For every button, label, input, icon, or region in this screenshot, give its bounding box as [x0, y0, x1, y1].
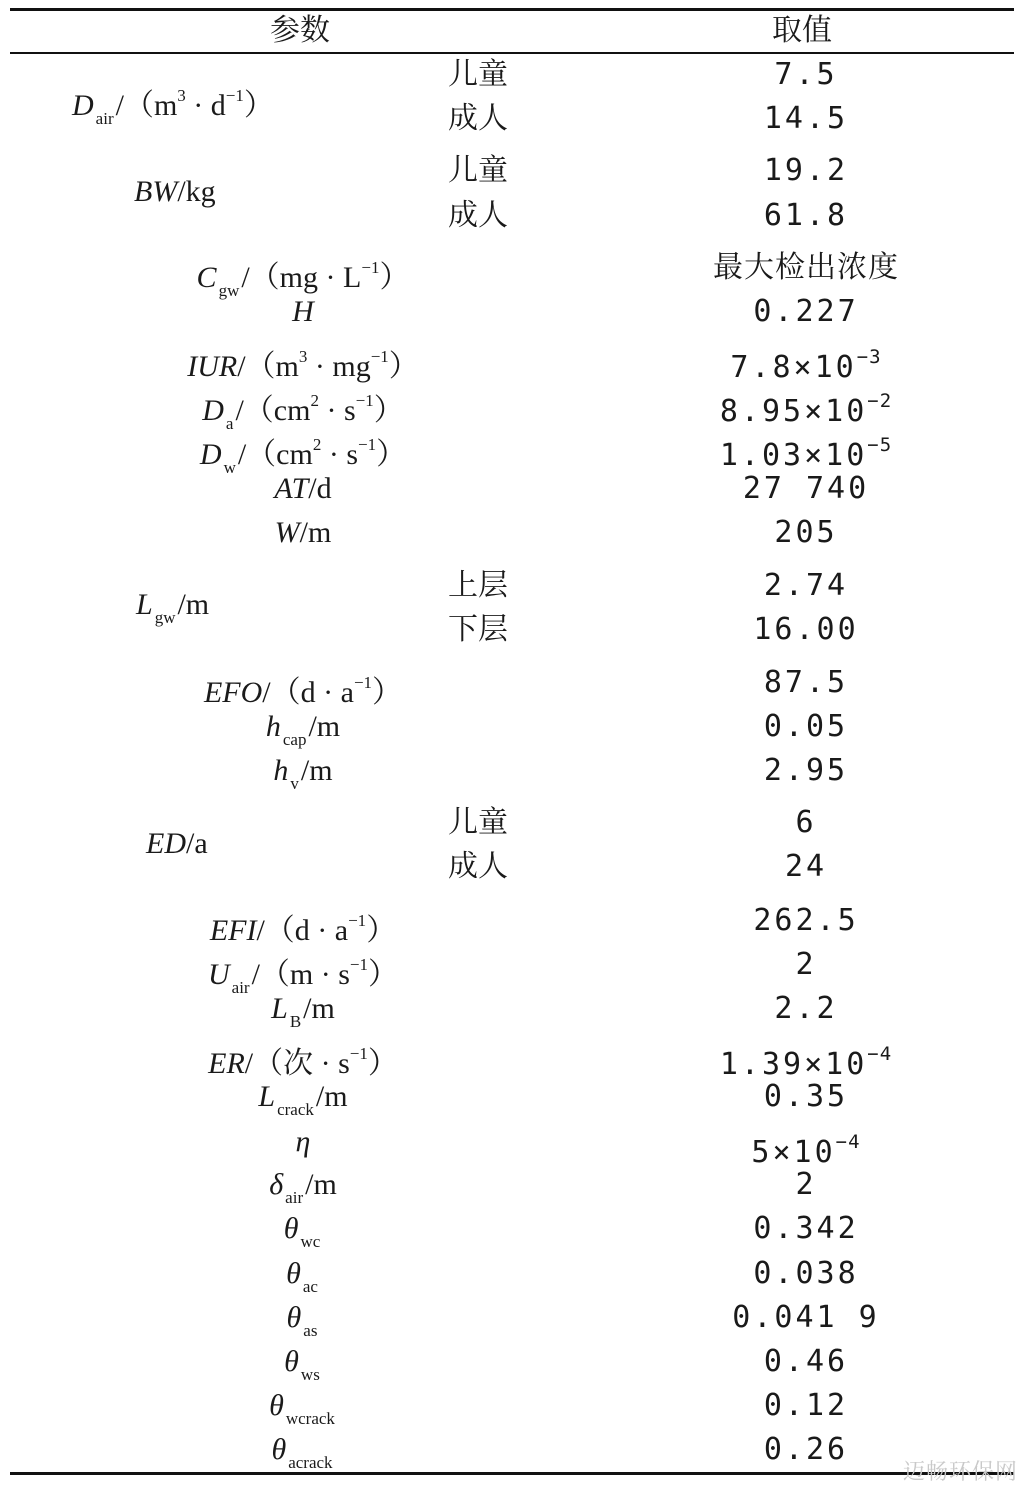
table-row: C $_{gw}/(mg \cdot L^{-1})$ 最大检出浓度: [0, 246, 1024, 290]
param-dw: D $_w/(cm^2 \cdot s^{-1})$: [199, 435, 407, 477]
table-row: θ $_{ac}$ 0.038: [0, 1252, 1024, 1296]
param-theta-ac: θ $_{ac}$: [286, 1257, 318, 1296]
table-row: AT/d 27 740: [0, 467, 1024, 511]
table-row: H 0.227: [0, 290, 1024, 334]
table-row: δ $_{air}$/m 2: [0, 1163, 1024, 1207]
param-uair: U $_{air}/(m \cdot s^{-1})$: [207, 955, 399, 997]
param-eta: η: [295, 1125, 311, 1158]
param-lgw: L $_{gw}$/m: [136, 588, 210, 627]
param-h: H: [292, 295, 314, 328]
param-lcrack: L $_{crack}$/m: [258, 1080, 348, 1119]
table-row: θ $_{wc}$ 0.342: [0, 1207, 1024, 1251]
param-lb: L $_B$/m: [271, 992, 335, 1031]
table-row: ER/（次 · $s^{-1}$） $1.39\times 10^{-4}$: [0, 1032, 1024, 1076]
table-row: D $_w/(cm^2 \cdot s^{-1})$ $1.03\times 10^{-5}$: [0, 423, 1024, 467]
table-row: L $_B$/m 2.2: [0, 987, 1024, 1031]
param-bw: BW/kg: [134, 175, 216, 208]
table-row: IUR/$(m^3 \cdot mg^{-1})$ $7.8\times 10^{-3}$: [0, 335, 1024, 379]
param-cgw: C $_{gw}/(mg \cdot L^{-1})$: [196, 258, 410, 300]
table-row: L $_{crack}$/m 0.35: [0, 1075, 1024, 1119]
param-theta-wc: θ $_{wc}$: [283, 1212, 321, 1251]
param-hv: h $_v$/m: [273, 754, 333, 793]
table-row: 成人 14.5: [448, 101, 849, 136]
param-theta-acrack: θ $_{acrack}$: [271, 1433, 333, 1472]
table-row: η $5\times 10^{-4}$: [0, 1120, 1024, 1164]
param-theta-wcrack: θ $_{wcrack}$: [269, 1389, 335, 1428]
table-row: U $_{air}/(m \cdot s^{-1})$ 2: [0, 943, 1024, 987]
table-row: 儿童 7.5: [448, 57, 838, 92]
table-row: 下层 16.00: [448, 612, 859, 647]
table-row: D $_a/(cm^2 \cdot s^{-1})$ $8.95\times 10^{-2}$: [0, 379, 1024, 423]
table-row: θ $_{ws}$ 0.46: [0, 1340, 1024, 1384]
table-row: 儿童 6: [448, 805, 817, 840]
param-w: W/m: [274, 516, 332, 549]
table-row: θ $_{as}$ 0.041 9: [0, 1296, 1024, 1340]
param-dair: D $_{air}/(m^3 \cdot d^{-1})$: [72, 86, 274, 128]
table-row: 成人 61.8: [448, 198, 849, 233]
header-value: 取值: [772, 13, 832, 48]
param-da: D $_a/(cm^2 \cdot s^{-1})$: [202, 391, 404, 433]
table-row: 儿童 19.2: [448, 153, 849, 188]
table-row: h $_{cap}$/m 0.05: [0, 705, 1024, 749]
table-row: θ $_{acrack}$ 0.26: [0, 1428, 1024, 1472]
param-delta-air: δ $_{air}$/m: [269, 1168, 337, 1207]
table-top-rule: [10, 8, 1014, 11]
table-row: 上层 2.74: [448, 568, 849, 603]
param-ed: ED/a: [146, 827, 208, 860]
watermark-text: 迈畅环保网: [902, 1460, 1018, 1485]
table-row: 成人 24: [448, 849, 828, 884]
param-er: ER/（次 · $s^{-1}$）: [208, 1044, 398, 1080]
table-row: $EFI/(d \cdot a^{-1})$ 262.5: [0, 899, 1024, 943]
param-theta-as: θ $_{as}$: [286, 1301, 318, 1340]
table-bottom-rule: [10, 1472, 1014, 1475]
table-row: $EFO/(d \cdot a^{-1})$ 87.5: [0, 661, 1024, 705]
param-efo: $EFO/(d \cdot a^{-1})$: [203, 673, 403, 709]
header-param: 参数: [270, 13, 330, 48]
table-row: W/m 205: [0, 511, 1024, 555]
table-row: h $_v$/m 2.95: [0, 749, 1024, 793]
param-efi: $EFI/(d \cdot a^{-1})$: [209, 911, 397, 947]
table-row: θ $_{wcrack}$ 0.12: [0, 1384, 1024, 1428]
param-hcap: h $_{cap}$/m: [265, 710, 341, 749]
param-iur: IUR/$(m^3 \cdot mg^{-1})$: [187, 347, 419, 383]
param-theta-ws: θ $_{ws}$: [284, 1345, 320, 1384]
param-at: AT/d: [274, 472, 332, 505]
